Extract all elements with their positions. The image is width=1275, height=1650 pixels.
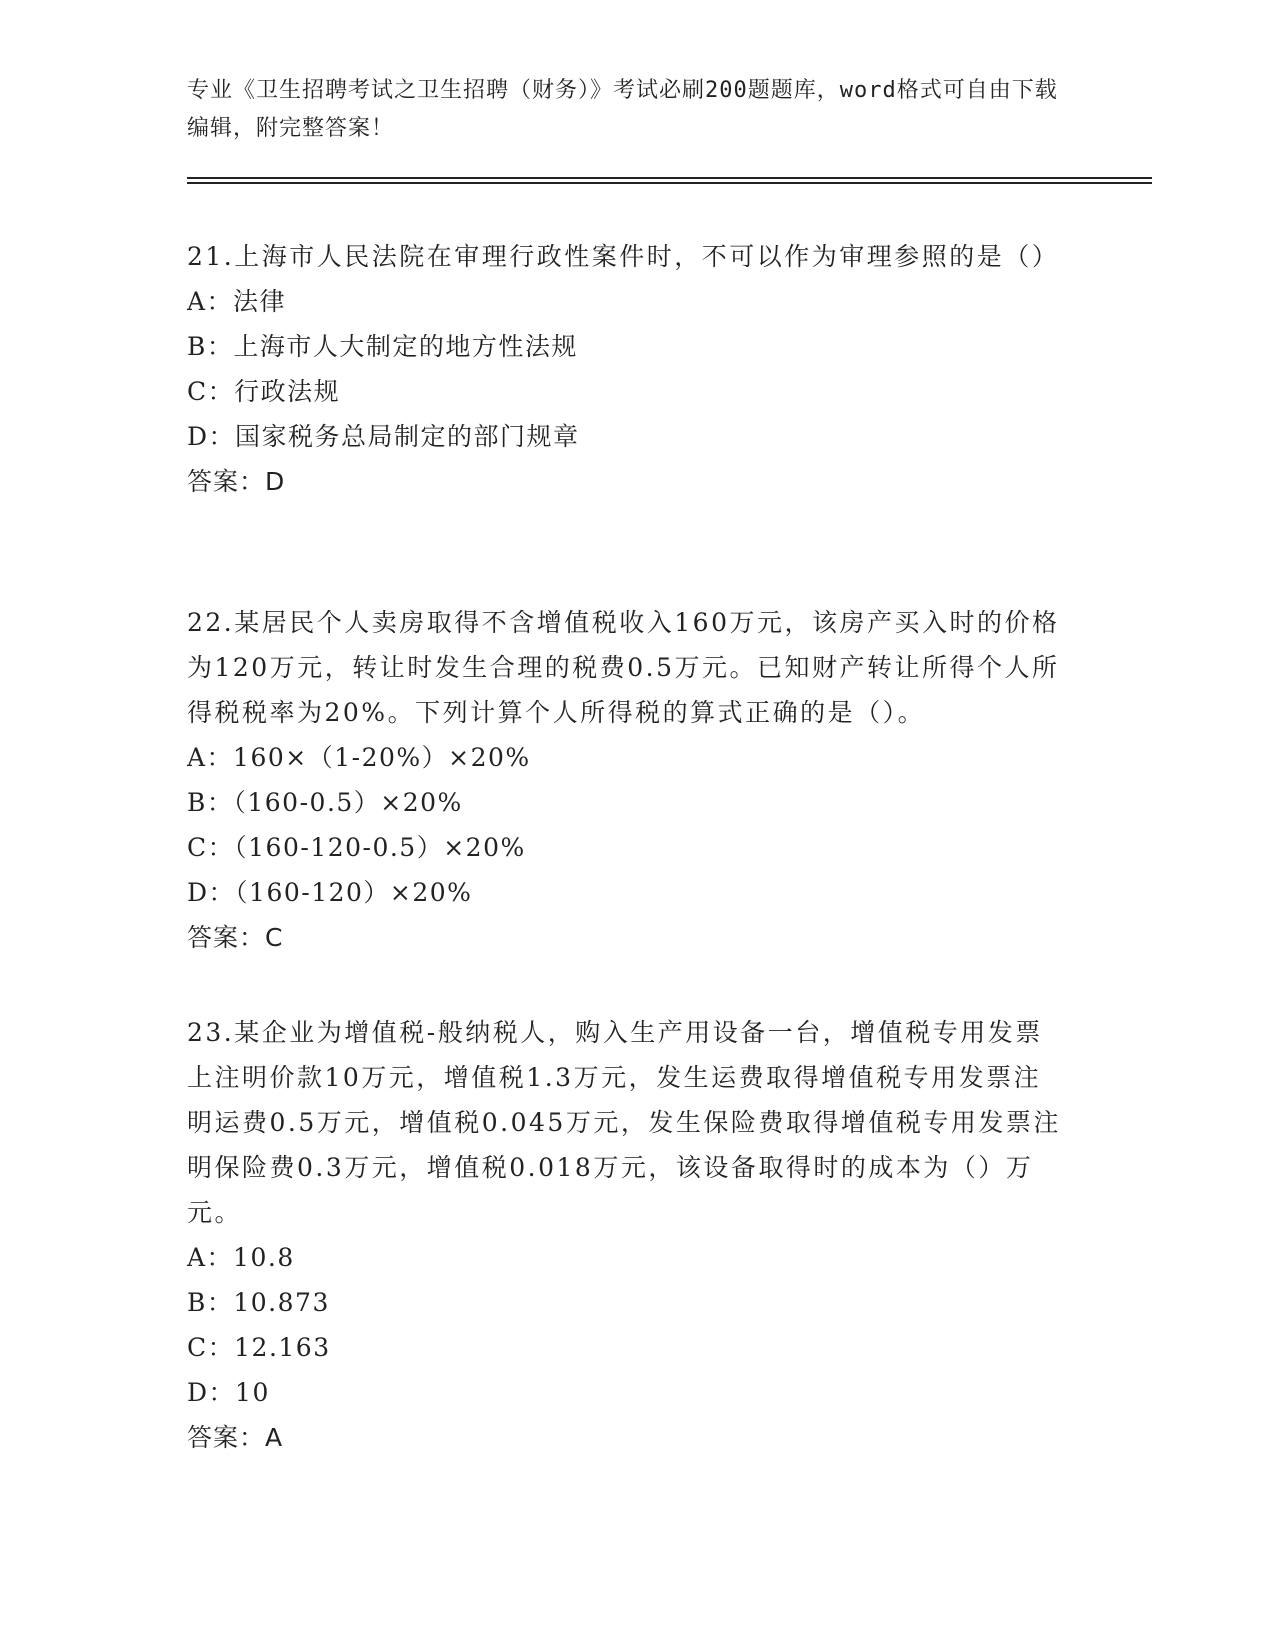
- option-b: B：10.873: [187, 1288, 330, 1317]
- question-23: [187, 1010, 1067, 1460]
- question-stem: 23.某企业为增值税-般纳税人，购入生产用设备一台，增值税专用发票上注明价款10万元，增值税1.3万元，发生运费取得增值税专用发票注明运费0.5万元，增值税0.045万元，发生保险费取得增值税专用发票注明保险费0.3万元，增值税0.018万元，该设备取得时的成本为（）万元。: [187, 1018, 1061, 1227]
- option-b: B：上海市人大制定的地方性法规: [187, 332, 578, 361]
- option-d: D：10: [187, 1378, 270, 1407]
- question-22: [187, 600, 1067, 960]
- answer-label: 答案：D: [187, 467, 286, 496]
- option-a: A：法律: [187, 287, 287, 316]
- option-d: D：国家税务总局制定的部门规章: [187, 422, 580, 451]
- question-stem: 22.某居民个人卖房取得不含增值税收入160万元，该房产买入时的价格为120万元，转让时发生合理的税费0.5万元。已知财产转让所得个人所得税税率为20%。下列计算个人所得税的算式正确的是（）。: [187, 608, 1060, 727]
- option-a: A：160×（1-20%）×20%: [187, 743, 531, 772]
- header-divider-bottom: [187, 182, 1152, 184]
- question-stem: 21.上海市人民法院在审理行政性案件时，不可以作为审理参照的是（）: [187, 242, 1060, 271]
- option-c: C：（160-120-0.5）×20%: [187, 833, 526, 862]
- option-d: D：（160-120）×20%: [187, 878, 473, 907]
- option-a: A：10.8: [187, 1243, 295, 1272]
- answer-label: 答案：A: [187, 1423, 284, 1452]
- question-21: [187, 234, 1067, 504]
- option-c: C：行政法规: [187, 377, 341, 406]
- header-divider-top: [187, 177, 1152, 179]
- option-b: B：（160-0.5）×20%: [187, 788, 463, 817]
- document-header: 专业《卫生招聘考试之卫生招聘（财务）》考试必刷200题题库，word格式可自由下载编辑，附完整答案！: [187, 78, 1058, 141]
- option-c: C：12.163: [187, 1333, 331, 1362]
- answer-label: 答案：C: [187, 923, 284, 952]
